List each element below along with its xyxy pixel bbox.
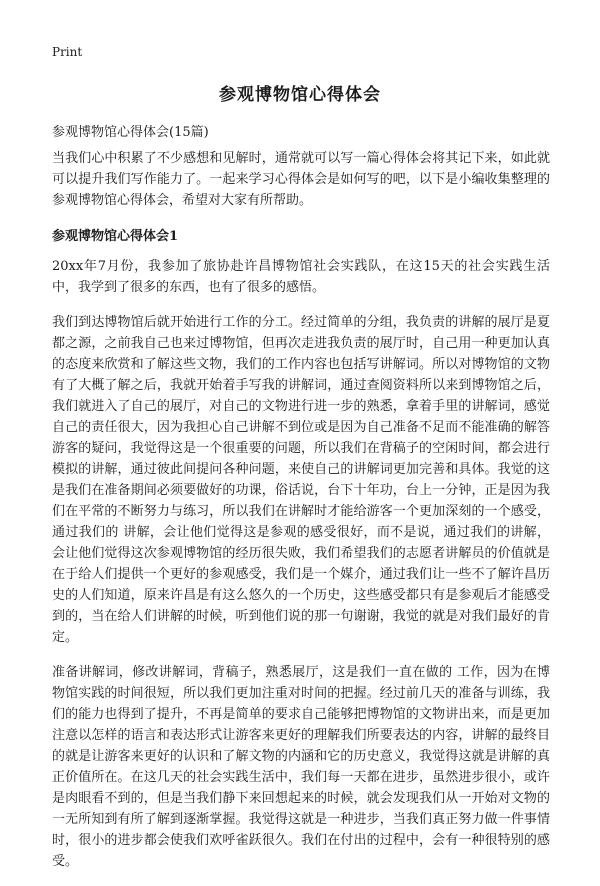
body-paragraph: 准备讲解词，修改讲解词，背稿子，熟悉展厅，这是我们一直在做的 工作，因为在博物馆实践的时间很短，所以我们更加注重对时间的把握。经过前几天的准备与训练，我们的能力也得到了提升，不再是简单的要求自己能够把博物馆的文物讲出来，而是更加注意以怎样的语言和表达形式让游客来更好的理解我们所要表达的内容，讲解的最终目的就是让游客来更好的认识和了解文物的内涵和它的历史意义，我觉得这就是讲解的真正价值所在。在这几天的社会实践生活中，我们每一天都在进步，虽然进步很小，或许是肉眼看不到的，但是当我们静下来回想起来的时候，就会发现我们从一开始对文物的一无所知到有所了解到逐渐掌握。我觉得这就是一种进步，当我们真正努力做一件事情时，很小的进步都会使我们欢呼雀跃很久。我们在付出的过程中，会有一种很特别的感受。 (52, 665, 550, 869)
article-body (52, 148, 550, 886)
print-link[interactable]: Print (52, 45, 83, 59)
section-heading: 参观博物馆心得体会1 (52, 229, 179, 244)
intro-paragraph: 当我们心中积累了不少感想和见解时，通常就可以写一篇心得体会将其记下来，如此就可以提升我们写作能力了。一起来学习心得体会是如何写的吧，以下是小编收集整理的参观博物馆心得体会，希望对大家有所帮助。 (52, 151, 550, 208)
document-subtitle: 参观博物馆心得体会(15篇) (52, 125, 209, 140)
body-paragraph: 20xx年7月份，我参加了旅协赴许昌博物馆社会实践队，在这15天的社会实践生活中，我学到了很多的东西，也有了很多的感悟。 (52, 259, 550, 295)
page-title: 参观博物馆心得体会 (219, 85, 381, 105)
body-paragraph: 我们到达博物馆后就开始进行工作的分工。经过简单的分组，我负责的讲解的展厅是夏都之源，之前我自己也来过博物馆，但再次走进我负责的展厅时，自己用一种更加认真的态度来欣赏和了解这些文物，我们的工作内容也包括写讲解词。所以对博物馆的文物有了大概了解之后，我就开始着手写我的讲解词，通过查阅资料所以来到博物馆之后，我们就进入了自己的展厅，对自己的文物进行进一步的熟悉，拿着手里的讲解词，感觉自己的责任很大，因为我担心自己讲解不到位或是因为自己准备不足而不能准确的解答游客的疑问，我觉得这是一个很重要的问题，所以我们在背稿子的空闲时间，都会进行模拟的讲解，通过彼此间提问各种问题，来使自己的讲解词更加完善和具体。我觉的这是我们在准备期间必须要做好的功课，俗话说，台下十年功，台上一分钟，正是因为我们在平常的不断努力与练习，所以我们在讲解时才能给游客一个更加深刻的一个感受，通过我们的 讲解，会让他们觉得这是参观的感受很好，而不是说，通过我们的讲解，会让他们觉得这次参观博物馆的经历很失败，我们希望我们的志愿者讲解员的价值就是在于给人们提供一个更好的参观感受，我们是一个媒介，通过我们让一些不了解许昌历史的人们知道，原来许昌是有这么悠久的一个历史，这些感受都只有是参观后才能感受到的，当在给人们讲解的时候，听到他们说的那一句谢谢，我觉的就是对我们最好的肯定。 (52, 315, 550, 645)
